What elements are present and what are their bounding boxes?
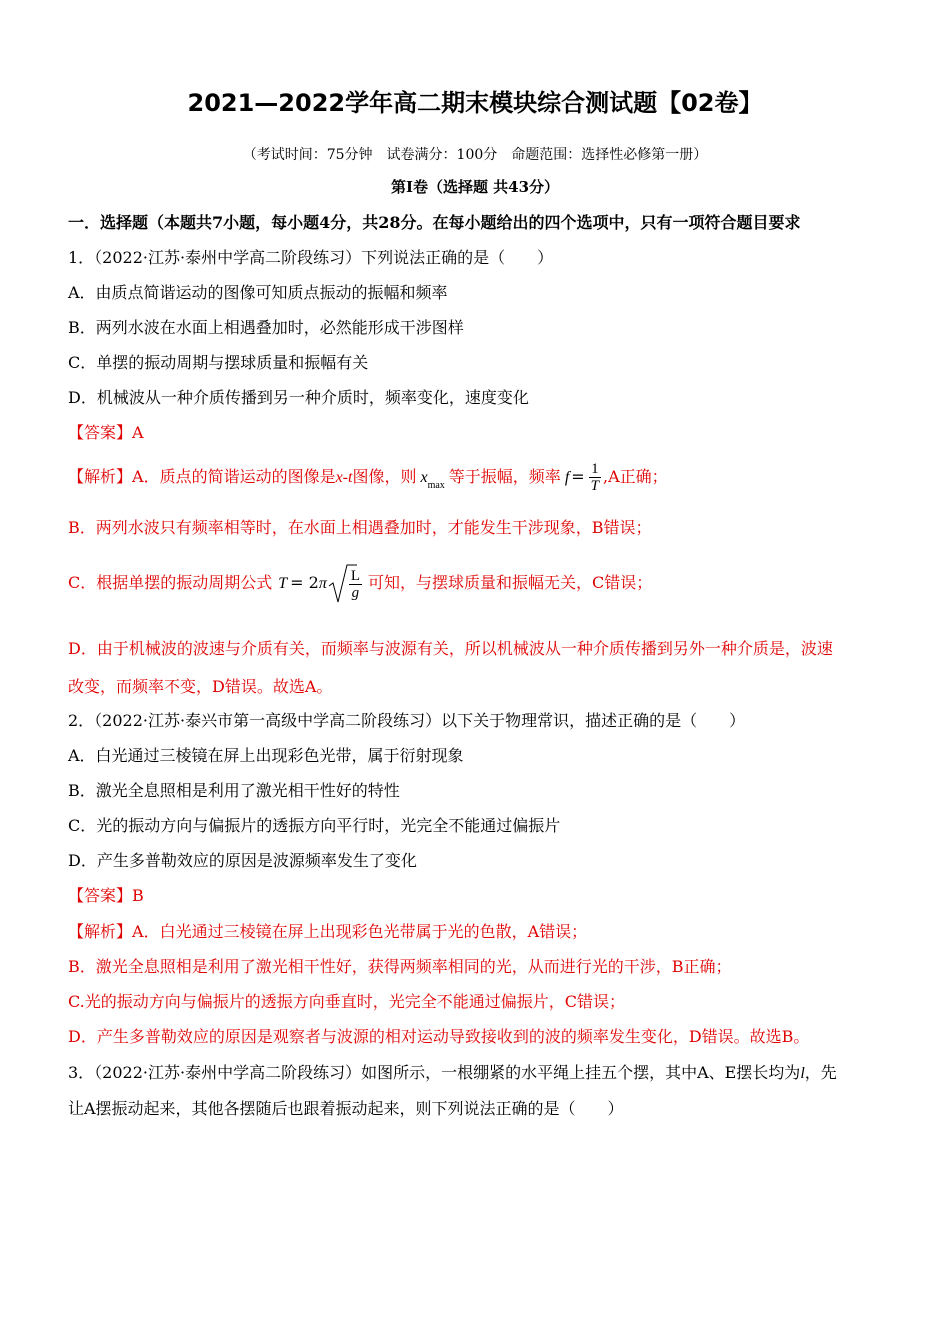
- q1-option-b: B．两列水波在水面上相遇叠加时，必然能形成干涉图样: [68, 318, 464, 337]
- q2-answer: 【答案】B: [68, 886, 144, 905]
- q2-analysis-d: D．产生多普勒效应的原因是观察者与波源的相对运动导致接收到的波的频率发生变化，D错误。故选B。: [68, 1027, 810, 1046]
- q1-analysis-b: B．两列水波只有频率相等时，在水面上相遇叠加时，才能发生干涉现象，B错误；: [68, 518, 652, 537]
- q3-stem-line2: 让A摆振动起来，其他各摆随后也跟着振动起来，则下列说法正确的是（ ）: [68, 1099, 624, 1118]
- analysis-label: 【解析】: [68, 467, 133, 486]
- x-max-symbol: $x_{max}$: [420, 469, 445, 491]
- q1-analysis-c: C．根据单摆的振动周期公式 T = 2π $\frac{L}{g}$ 可知，与摆球质量和振幅无关，C错误；: [68, 558, 652, 608]
- sqrt-formula: $\frac{L}{g}$: [327, 559, 364, 609]
- q1-analysis-a: 【解析】A．质点的简谐运动的图像是x-t图像，则 $x_{max}$ 等于振幅，频率 f = $\frac{1}{T}$ ,A正确；: [68, 461, 668, 494]
- exam-info: （考试时间：75分钟 试卷满分：100分 命题范围：选择性必修第一册）: [242, 147, 708, 163]
- part-title: 第Ⅰ卷（选择题 共43分）: [390, 178, 560, 196]
- section-heading: 一．选择题（本题共7小题，每小题4分，共28分。在每小题给出的四个选项中，只有一项符合题目要求: [68, 213, 801, 232]
- q2-option-c: C．光的振动方向与偏振片的透振方向平行时，光完全不能通过偏振片: [68, 816, 561, 835]
- q1-option-c: C．单摆的振动周期与摆球质量和振幅有关: [68, 353, 369, 372]
- page-title: 2021—2022学年高二期末模块综合测试题【02卷】: [187, 89, 763, 117]
- q2-analysis-a: 【解析】A．白光通过三棱镜在屏上出现彩色光带属于光的色散，A错误；: [68, 922, 588, 941]
- q2-stem: 2．（2022·江苏·泰兴市第一高级中学高二阶段练习）以下关于物理常识，描述正确的是（ ）: [68, 711, 746, 730]
- q1-option-d: D．机械波从一种介质传播到另一种介质时，频率变化，速度变化: [68, 388, 529, 407]
- q2-analysis-c: C.光的振动方向与偏振片的透振方向垂直时，光完全不能通过偏振片，C错误；: [68, 992, 626, 1011]
- q1-option-a: A．由质点简谐运动的图像可知质点振动的振幅和频率: [68, 283, 448, 302]
- q2-option-a: A．白光通过三棱镜在屏上出现彩色光带，属于衍射现象: [68, 746, 464, 765]
- q1-stem: 1．（2022·江苏·泰州中学高二阶段练习）下列说法正确的是（ ）: [68, 248, 554, 267]
- q1-analysis-d-line1: D．由于机械波的波速与介质有关，而频率与波源有关，所以机械波从一种介质传播到另外一种介质是，波速: [68, 639, 833, 658]
- q1-analysis-d-line2: 改变，而频率不变，D错误。故选A。: [68, 677, 333, 696]
- q1-answer: 【答案】A: [68, 423, 144, 442]
- q2-option-d: D．产生多普勒效应的原因是波源频率发生了变化: [68, 851, 417, 870]
- q2-analysis-b: B．激光全息照相是利用了激光相干性好，获得两频率相同的光，从而进行光的干涉，B正确；: [68, 957, 732, 976]
- q2-option-b: B．激光全息照相是利用了激光相干性好的特性: [68, 781, 400, 800]
- q3-stem-line1: 3．（2022·江苏·泰州中学高二阶段练习）如图所示，一根绷紧的水平绳上挂五个摆，其中A、E摆长均为l，先: [68, 1063, 837, 1082]
- frequency-fraction: $\frac{1}{T}$: [590, 461, 600, 494]
